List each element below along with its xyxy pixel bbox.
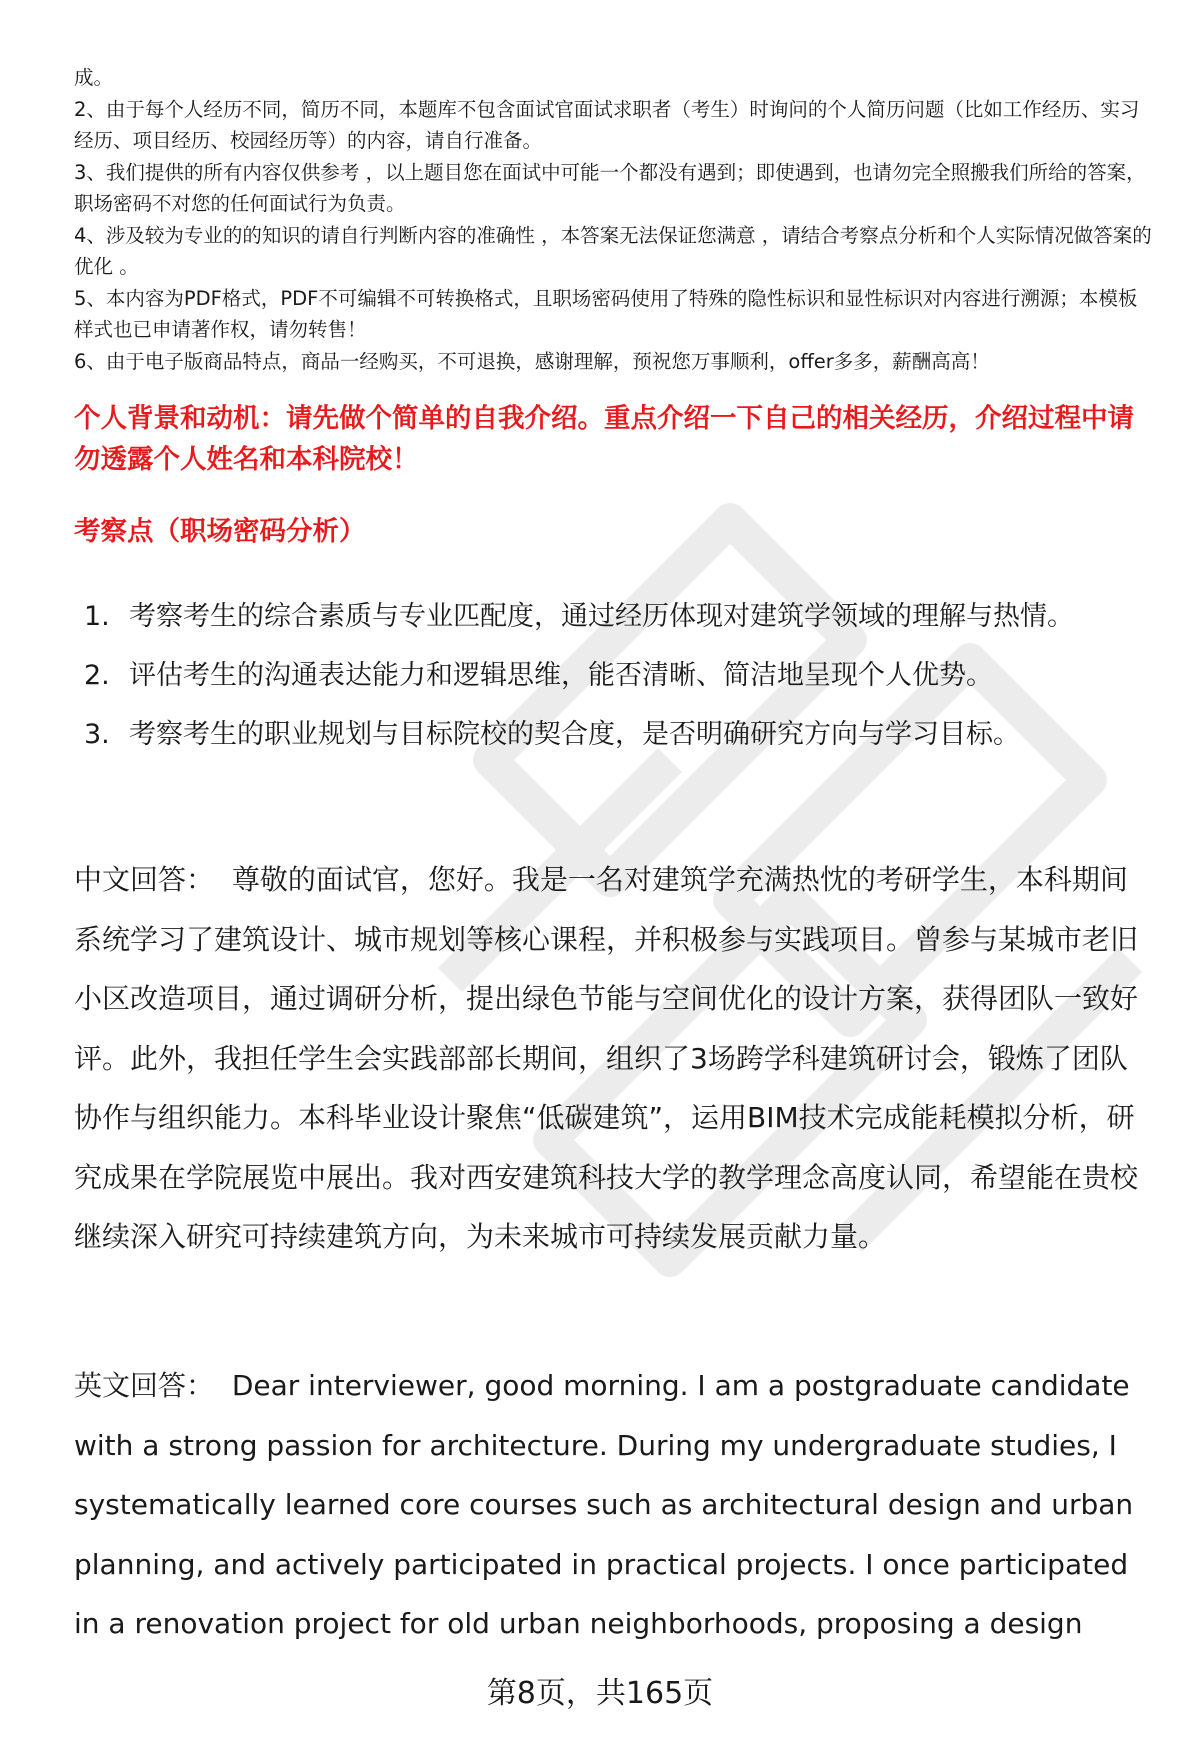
chinese-answer-label: 中文回答： bbox=[74, 863, 215, 896]
chinese-answer bbox=[74, 850, 1154, 1267]
list-item bbox=[84, 705, 1154, 764]
note-line: 6、由于电子版商品特点，商品一经购买，不可退换，感谢理解，预祝您万事顺利，offer多多，薪酬高高！ bbox=[74, 349, 990, 373]
section-heading-kcd: 考察点（职场密码分析） bbox=[74, 516, 366, 547]
page-number-footer: 第8页，共165页 bbox=[486, 1676, 714, 1711]
note-line: 5、本内容为PDF格式，PDF不可编辑不可转换格式，且职场密码使用了特殊的隐性标识和显性标识对内容进行溯源；本模板样式也已申请著作权，请勿转售！ bbox=[74, 286, 1138, 341]
note-line: 2、由于每个人经历不同，简历不同，本题库不包含面试官面试求职者（考生）时询问的个人简历问题（比如工作经历、实习经历、项目经历、校园经历等）的内容，请自行准备。 bbox=[74, 97, 1140, 152]
list-item bbox=[84, 646, 1154, 705]
list-item-text: 考察考生的综合素质与专业匹配度，通过经历体现对建筑学领域的理解与热情。 bbox=[129, 601, 1074, 632]
list-item-number: 2. bbox=[84, 660, 110, 691]
english-answer-label: 英文回答： bbox=[74, 1369, 215, 1402]
english-answer bbox=[74, 1356, 1154, 1654]
list-item bbox=[84, 587, 1154, 646]
english-answer-text: Dear interviewer, good morning. I am a postgraduate candidate with a strong passion for architecture. During my undergraduate studies, I systematically learned core courses such as architectural design and urban planning, and actively participated in practical projects. I once participated in a renovation project for old urban neighborhoods, proposing a design bbox=[74, 1369, 1134, 1640]
notes-section bbox=[74, 62, 1154, 377]
list-item-text: 考察考生的职业规划与目标院校的契合度，是否明确研究方向与学习目标。 bbox=[129, 719, 1020, 750]
list-item-text: 评估考生的沟通表达能力和逻辑思维，能否清晰、简洁地呈现个人优势。 bbox=[129, 660, 993, 691]
note-line: 3、我们提供的所有内容仅供参考 ，以上题目您在面试中可能一个都没有遇到；即使遇到，也请勿完全照搬我们所给的答案，职场密码不对您的任何面试行为负责。 bbox=[74, 160, 1146, 215]
note-line: 4、涉及较为专业的的知识的请自行判断内容的准确性 ，本答案无法保证您满意 ，请结合考察点分析和个人实际情况做答案的优化 。 bbox=[74, 223, 1152, 278]
chinese-answer-text: 尊敬的面试官，您好。我是一名对建筑学充满热忱的考研学生，本科期间系统学习了建筑设计、城市规划等核心课程，并积极参与实践项目。曾参与某城市老旧小区改造项目，通过调研分析，提出绿色节能与空间优化的设计方案，获得团队一致好评。此外，我担任学生会实践部部长期间，组织了3场跨学科建筑研讨会，锻炼了团队协作与组织能力。本科毕业设计聚焦“低碳建筑”，运用BIM技术完成能耗模拟分析，研究成果在学院展览中展出。我对西安建筑科技大学的教学理念高度认同，希望能在贵校继续深入研究可持续建筑方向，为未来城市可持续发展贡献力量。 bbox=[74, 863, 1139, 1253]
assessment-points-list bbox=[84, 587, 1154, 764]
interview-question: 个人背景和动机：请先做个简单的自我介绍。重点介绍一下自己的相关经历，介绍过程中请勿透露个人姓名和本科院校！ bbox=[74, 403, 1134, 475]
list-item-number: 3. bbox=[84, 719, 110, 750]
note-line: 成。 bbox=[74, 66, 114, 89]
list-item-number: 1. bbox=[84, 601, 110, 632]
